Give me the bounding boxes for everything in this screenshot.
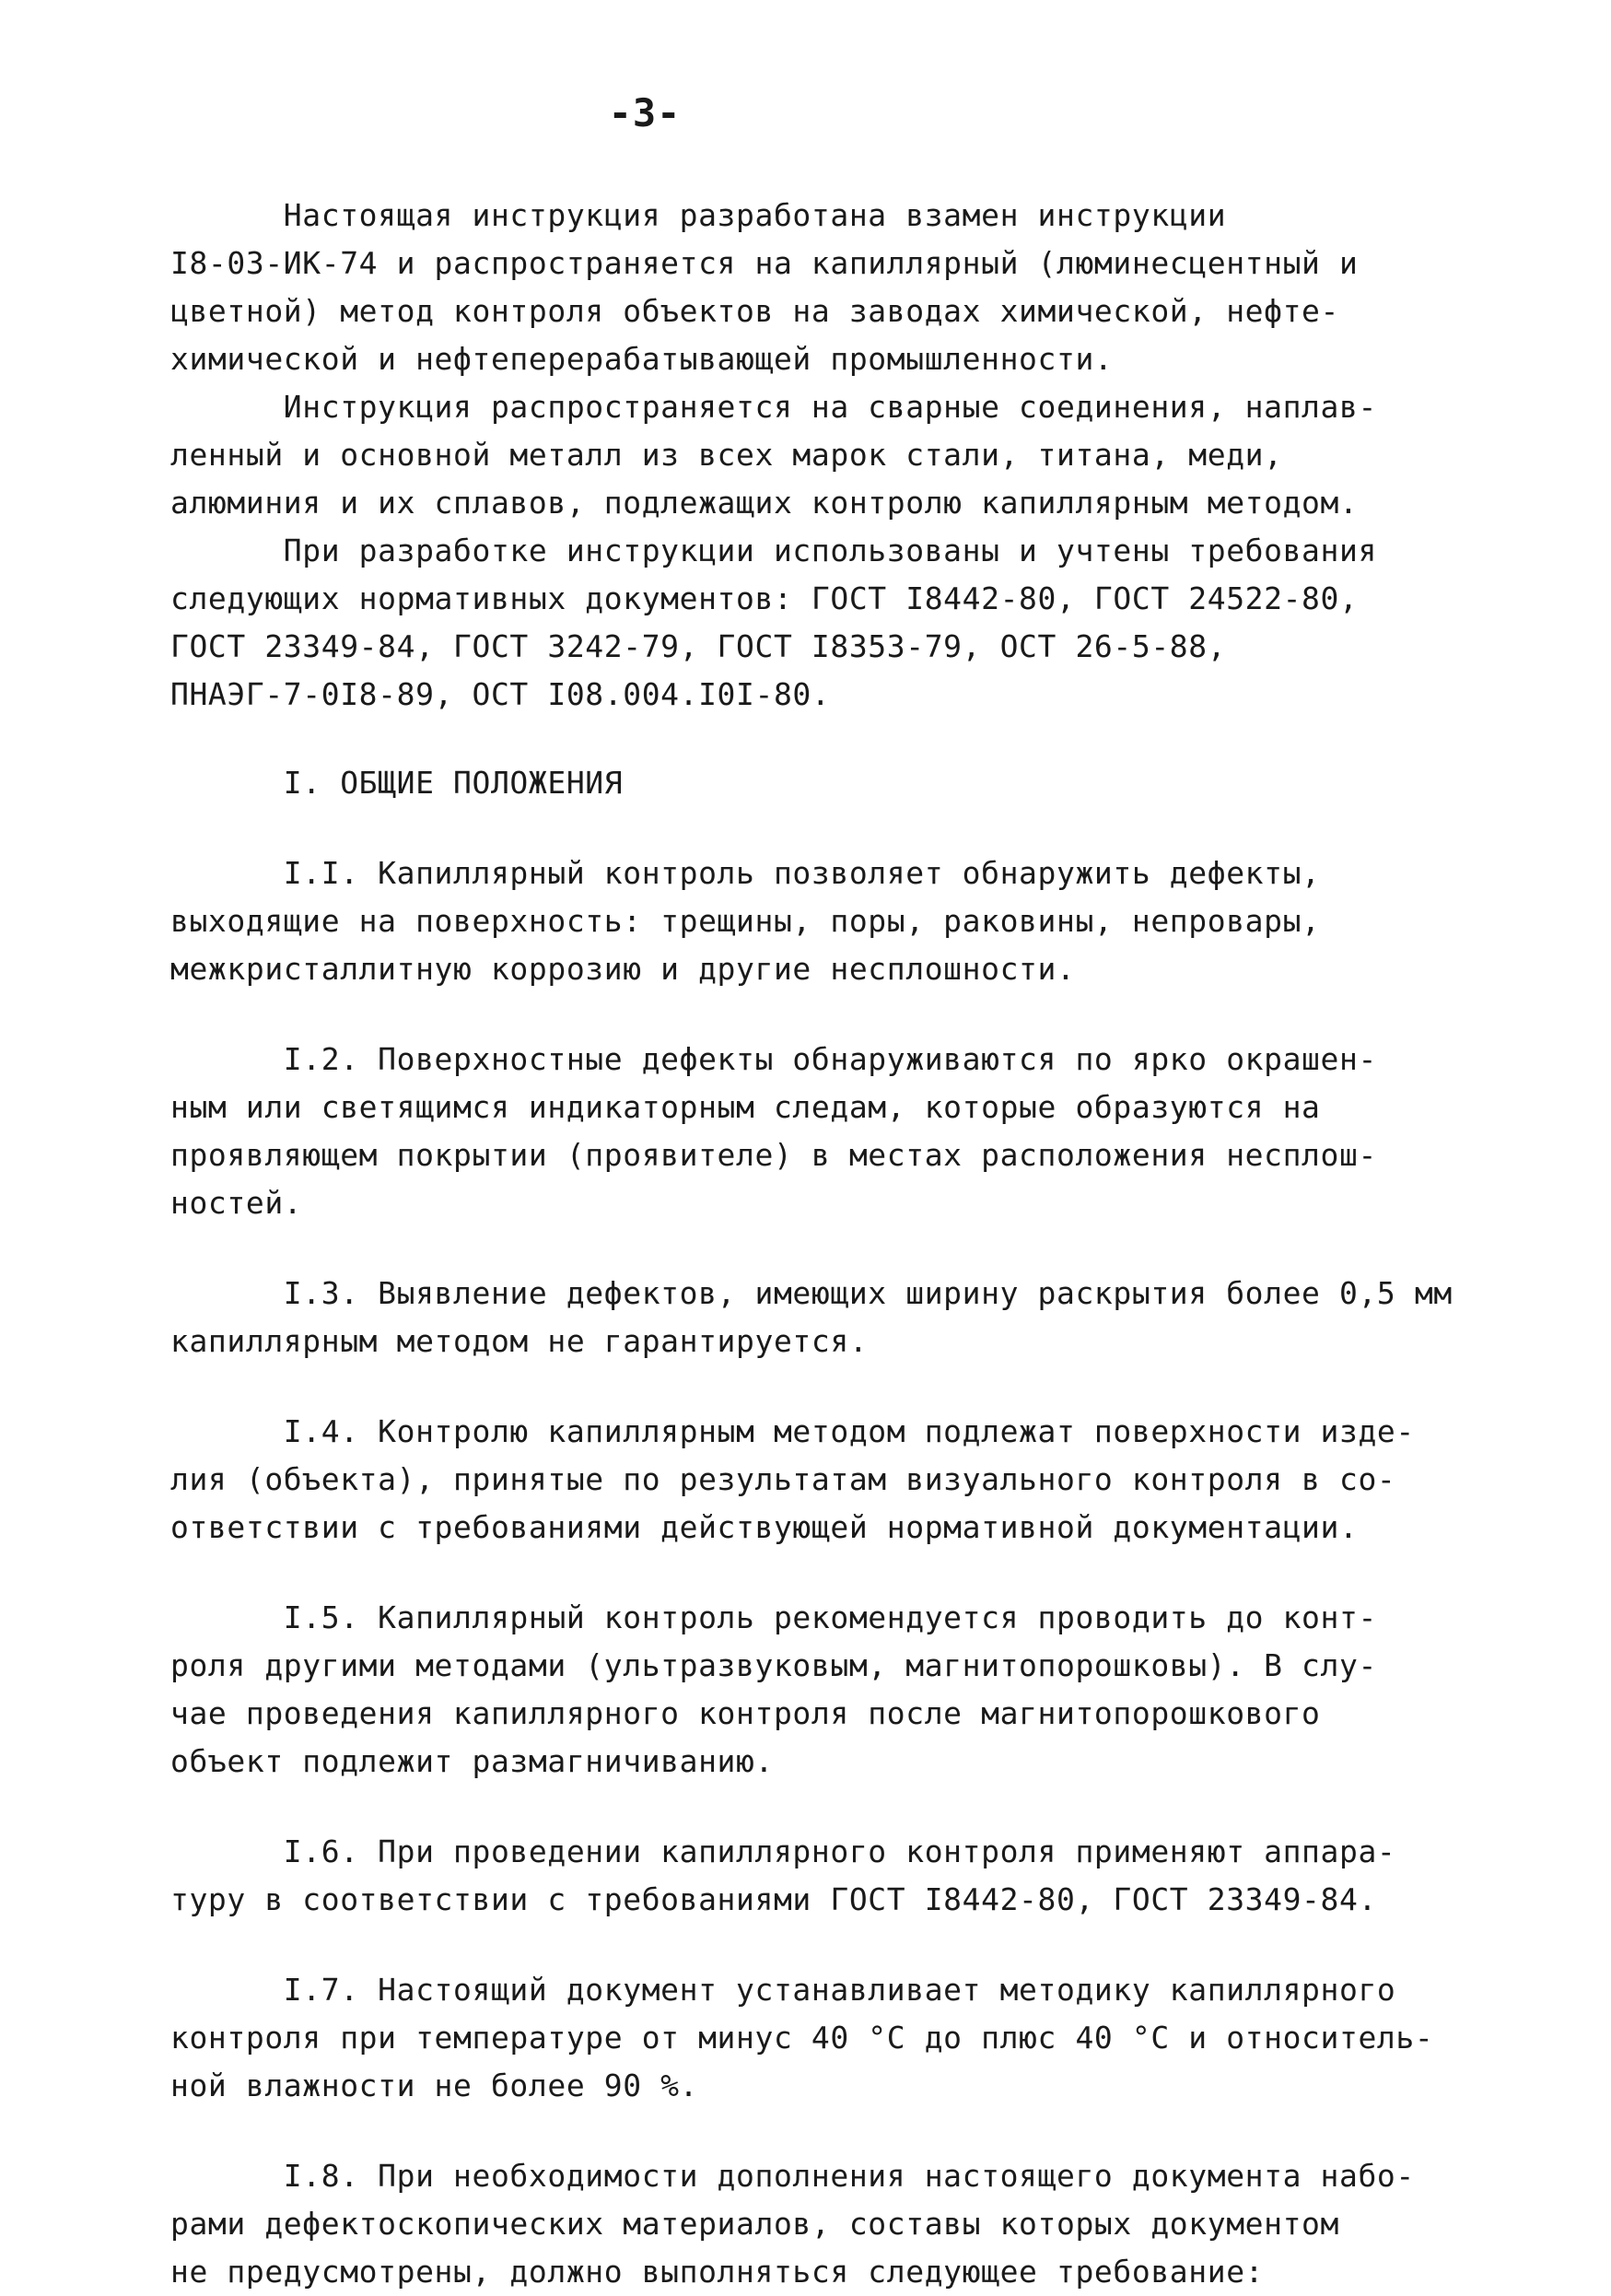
text-line: межкристаллитную коррозию и другие несплошности.	[170, 951, 1076, 987]
clause-1-4	[170, 1408, 1460, 1552]
text-line: I.3. Выявление дефектов, имеющих ширину раскрытия более 0,5 мм	[170, 1275, 1453, 1311]
text-line: объект подлежит размагничиванию.	[170, 1743, 774, 1779]
text-line: не предусмотрены, должно выполняться следующее требование:	[170, 2254, 1265, 2290]
text-line: I.7. Настоящий документ устанавливает методику капиллярного	[170, 1972, 1396, 2008]
text-line: рами дефектоскопических материалов, составы которых документом	[170, 2206, 1339, 2242]
text-line: I8-03-ИК-74 и распространяется на капиллярный (люминесцентный и	[170, 245, 1359, 281]
text-line: проявляющем покрытии (проявителе) в местах расположения несплош-	[170, 1137, 1377, 1173]
text-line: ной влажности не более 90 %.	[170, 2068, 699, 2103]
text-line: I.I. Капиллярный контроль позволяет обнаружить дефекты,	[170, 855, 1321, 891]
text-line: ным или светящимся индикаторным следам, которые образуются на	[170, 1089, 1321, 1125]
text-line: цветной) метод контроля объектов на заводах химической, нефте-	[170, 293, 1339, 329]
clause-1-5	[170, 1594, 1460, 1786]
text-line: ГОСТ 23349-84, ГОСТ 3242-79, ГОСТ I8353-79, ОСТ 26-5-88,	[170, 628, 1227, 664]
text-line: Инструкция распространяется на сварные соединения, наплав-	[170, 389, 1377, 425]
text-line: ностей.	[170, 1185, 303, 1221]
text-line: ленный и основной металл из всех марок стали, титана, меди,	[170, 437, 1283, 473]
clause-1-1	[170, 849, 1460, 993]
text-line: ПНАЭГ-7-0I8-89, ОСТ I08.004.I0I-80.	[170, 676, 831, 712]
text-line: контроля при температуре от минус 40 °С до плюс 40 °С и относитель-	[170, 2020, 1434, 2056]
intro-paragraph-2	[170, 383, 1460, 527]
text-line: При разработке инструкции использованы и учтены требования	[170, 533, 1377, 568]
text-line: I.8. При необходимости дополнения настоящего документа набо-	[170, 2158, 1415, 2194]
section-heading: I. ОБЩИЕ ПОЛОЖЕНИЯ	[170, 765, 624, 801]
clause-1-8	[170, 2152, 1460, 2296]
text-line: роля другими методами (ультразвуковым, магнитопорошковы). В слу-	[170, 1647, 1377, 1683]
page-number: -3-	[608, 90, 682, 135]
text-line: химической и нефтеперерабатывающей промышленности.	[170, 341, 1114, 377]
clause-1-2	[170, 1036, 1460, 1227]
clause-1-3	[170, 1270, 1460, 1365]
intro-block	[170, 192, 1460, 719]
text-line: выходящие на поверхность: трещины, поры, раковины, непровары,	[170, 903, 1321, 939]
text-line: алюминия и их сплавов, подлежащих контролю капиллярным методом.	[170, 485, 1359, 521]
text-line: I.2. Поверхностные дефекты обнаруживаются по ярко окрашен-	[170, 1041, 1377, 1077]
text-line: I.5. Капиллярный контроль рекомендуется проводить до конт-	[170, 1599, 1377, 1635]
intro-paragraph-3	[170, 527, 1460, 719]
section-block	[170, 759, 1460, 2296]
text-line: следующих нормативных документов: ГОСТ I8442-80, ГОСТ 24522-80,	[170, 580, 1359, 616]
text-line: чае проведения капиллярного контроля после магнитопорошкового	[170, 1695, 1321, 1731]
text-line: ответствии с требованиями действующей нормативной документации.	[170, 1509, 1359, 1545]
text-line: туру в соответствии с требованиями ГОСТ I8442-80, ГОСТ 23349-84.	[170, 1881, 1377, 1917]
text-line: капиллярным методом не гарантируется.	[170, 1323, 869, 1359]
clause-1-6	[170, 1828, 1460, 1924]
clause-1-7	[170, 1966, 1460, 2110]
text-line: лия (объекта), принятые по результатам визуального контроля в со-	[170, 1461, 1396, 1497]
text-line: Настоящая инструкция разработана взамен инструкции	[170, 197, 1227, 233]
text-line: I.6. При проведении капиллярного контроля применяют аппара-	[170, 1833, 1396, 1869]
intro-paragraph-1	[170, 192, 1460, 383]
text-line: I.4. Контролю капиллярным методом подлежат поверхности изде-	[170, 1413, 1415, 1449]
